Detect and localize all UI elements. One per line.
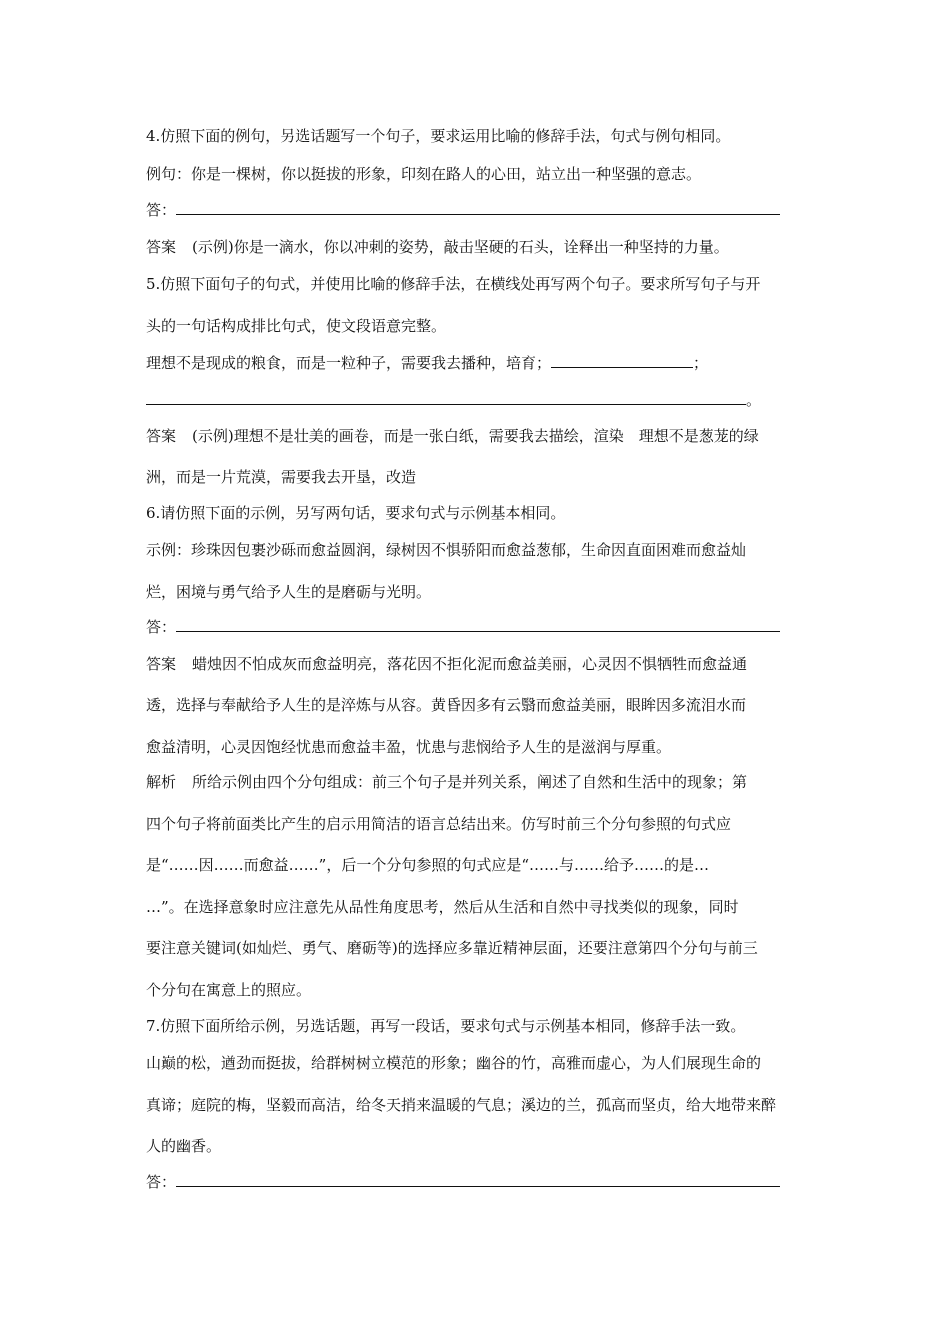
q7-answer-blank[interactable] [176, 1172, 780, 1187]
q6-analysis-line5: 要注意关键词(如灿烂、勇气、磨砺等)的选择应多靠近精神层面，还要注意第四个分句与前三 [146, 939, 758, 957]
q4-answer-blank[interactable] [176, 200, 780, 215]
q4-title: 4.仿照下面的例句，另选话题写一个句子，要求运用比喻的修辞手法，句式与例句相同。 [146, 127, 731, 145]
q6-answer-blank[interactable] [176, 617, 780, 632]
q6-title: 6.请仿照下面的示例，另写两句话，要求句式与示例基本相同。 [146, 504, 566, 522]
key-label: 答案 [146, 238, 177, 256]
q5-blank-1[interactable] [551, 353, 693, 368]
q4-key [146, 237, 729, 257]
q5-key [146, 426, 759, 446]
q5-semicolon: ； [693, 354, 709, 372]
q6-analysis [146, 772, 747, 792]
q5-title-line1: 5.仿照下面句子的句式，并使用比喻的修辞手法，在横线处再写两个句子。要求所写句子与开 [146, 275, 761, 293]
q6-answer-line [146, 617, 780, 637]
q5-blank-2[interactable] [146, 390, 746, 405]
q5-key-line2: 洲，而是一片荒漠，需要我去开垦，改造 [146, 468, 417, 486]
q7-example-line3: 人的幽香。 [146, 1137, 222, 1155]
q6-analysis-line6: 个分句在寓意上的照应。 [146, 981, 312, 999]
q6-analysis-line3: 是“……因……而愈益……”，后一个分句参照的句式应是“……与……给予……的是… [146, 856, 710, 874]
q6-analysis-line2: 四个句子将前面类比产生的启示用简洁的语言总结出来。仿写时前三个分句参照的句式应 [146, 815, 732, 833]
q6-key-line2: 透，选择与奉献给予人生的是淬炼与从容。黄昏因多有云翳而愈益美丽，眼眸因多流泪水而 [146, 696, 747, 714]
q7-example-line2: 真谛；庭院的梅，坚毅而高洁，给冬天捎来温暖的气息；溪边的兰，孤高而坚贞，给大地带来醉 [146, 1096, 777, 1114]
q6-analysis-line1: 所给示例由四个分句组成：前三个句子是并列关系，阐述了自然和生活中的现象；第 [192, 773, 748, 791]
q7-title: 7.仿照下面所给示例，另选话题，再写一段话，要求句式与示例基本相同，修辞手法一致。 [146, 1017, 746, 1035]
analysis-label: 解析 [146, 773, 177, 791]
q5-title-line2: 头的一句话构成排比句式，使文段语意完整。 [146, 317, 447, 335]
q5-key-line1: (示例)理想不是壮美的画卷，而是一张白纸，需要我去描绘，渲染 理想不是葱茏的绿 [192, 427, 759, 445]
q6-analysis-line4: …”。在选择意象时应注意先从品性角度思考，然后从生活和自然中寻找类似的现象，同时 [146, 898, 739, 916]
key-label: 答案 [146, 655, 177, 673]
q4-example: 例句：你是一棵树，你以挺拔的形象，印刻在路人的心田，站立出一种坚强的意志。 [146, 165, 702, 183]
q5-sentence: 理想不是现成的粮食，而是一粒种子，需要我去播种，培育； [146, 354, 552, 372]
answer-prefix: 答： [146, 618, 177, 636]
q6-key-line1: 蜡烛因不怕成灰而愈益明亮，落花因不拒化泥而愈益美丽，心灵因不惧牺牲而愈益通 [192, 655, 748, 673]
q4-answer-line [146, 200, 780, 220]
answer-prefix: 答： [146, 1173, 177, 1191]
q5-period: 。 [746, 391, 762, 409]
q6-example-line1: 示例：珍珠因包裹沙砾而愈益圆润，绿树因不惧骄阳而愈益葱郁，生命因直面困难而愈益灿 [146, 541, 747, 559]
q7-answer-line [146, 1172, 780, 1192]
q5-blank-line [146, 390, 761, 410]
q6-example-line2: 烂，困境与勇气给予人生的是磨砺与光明。 [146, 583, 432, 601]
answer-prefix: 答： [146, 201, 177, 219]
q6-key [146, 654, 747, 674]
key-label: 答案 [146, 427, 177, 445]
q7-example-line1: 山巅的松，遒劲而挺拔，给群树树立模范的形象；幽谷的竹，高雅而虚心，为人们展现生命的 [146, 1054, 762, 1072]
q6-key-line3: 愈益清明，心灵因饱经忧患而愈益丰盈，忧患与悲悯给予人生的是滋润与厚重。 [146, 738, 672, 756]
q5-sentence-line [146, 353, 708, 373]
q4-key-text: (示例)你是一滴水，你以冲刺的姿势，敲击坚硬的石头，诠释出一种坚持的力量。 [192, 238, 729, 256]
